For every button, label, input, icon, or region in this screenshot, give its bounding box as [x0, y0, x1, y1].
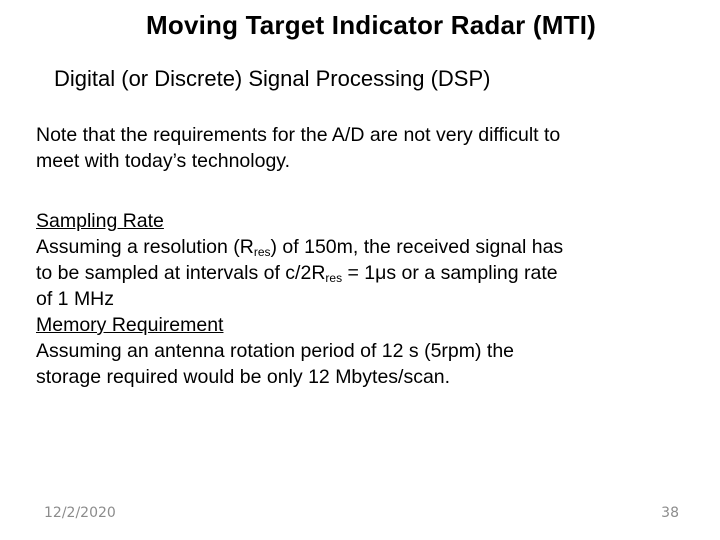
memory-requirement-heading: Memory Requirement — [36, 314, 224, 336]
slide-title: Moving Target Indicator Radar (MTI) — [146, 10, 596, 40]
sampling-line-1: Assuming a resolution $(R_{res})$ of 150m, the received signal has — [36, 236, 564, 259]
page-number: 38 — [661, 505, 679, 521]
intro-line-2: meet with today’s technology. — [36, 150, 291, 172]
slide-subtitle: Digital (or Discrete) Signal Processing (DSP) — [54, 66, 491, 91]
memory-line-2: storage required would be only 12 Mbytes/scan. — [36, 366, 451, 388]
res-subscript: res — [253, 245, 271, 259]
memory-line-1: Assuming an antenna rotation period of 12 s (5rpm) the — [36, 340, 515, 362]
intro-paragraph — [36, 122, 696, 174]
sampling-rate-heading: Sampling Rate — [36, 210, 164, 232]
res-subscript: res — [325, 271, 343, 285]
footer-date: 12/2/2020 — [44, 505, 116, 521]
sampling-line-3: of 1 MHz — [36, 288, 115, 310]
sampling-line-2: to be sampled at intervals of $c/2R_{res} = 1\mu s$ or a sampling rate — [36, 262, 558, 285]
intro-line-1: Note that the requirements for the A/D are not very difficult to — [36, 124, 561, 146]
details-block — [36, 208, 696, 390]
